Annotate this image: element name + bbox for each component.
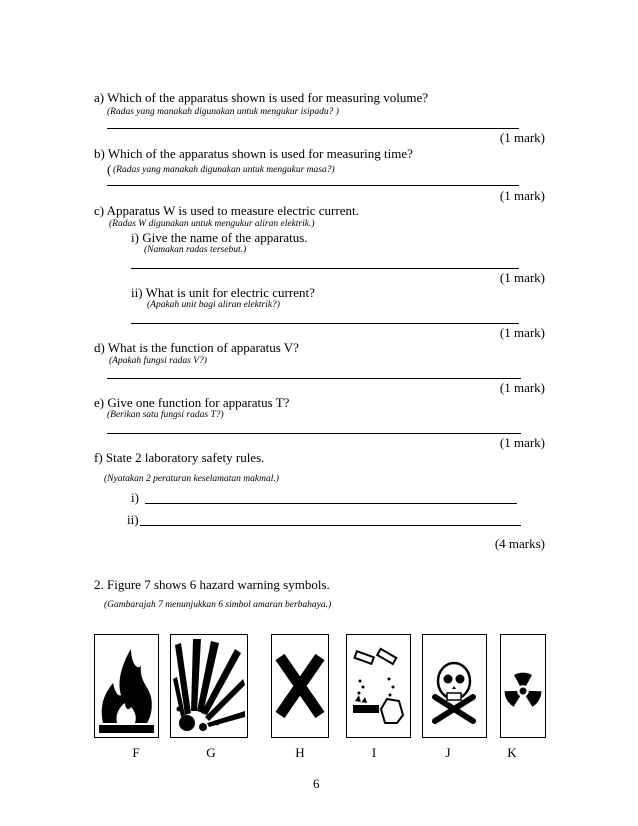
question-c-i-translation: (Namakan radas tersebut.)	[144, 245, 247, 255]
mark-c-ii: (1 mark)	[499, 325, 545, 340]
symbol-label-i: I	[371, 745, 377, 760]
answer-line-e[interactable]	[107, 433, 521, 434]
radioactive-icon	[501, 635, 545, 737]
symbol-label-h: H	[295, 745, 305, 760]
toxic-icon	[423, 635, 486, 737]
question-c-translation: (Radas W digunakan untuk mengukur aliran elektrik.)	[109, 219, 315, 229]
symbol-i	[346, 634, 411, 738]
mark-a: (1 mark)	[499, 130, 545, 145]
question-e: e) Give one function for apparatus T?	[94, 395, 290, 410]
answer-line-f-ii[interactable]	[140, 525, 521, 526]
question-b-translation: (Radas yang manakah digunakan untuk mengukur masa?)	[113, 165, 335, 175]
symbol-h	[271, 634, 329, 738]
symbol-k	[500, 634, 546, 738]
question-f: f) State 2 laboratory safety rules.	[94, 450, 265, 465]
question-f-i-label: i)	[131, 490, 139, 505]
symbol-j	[422, 634, 487, 738]
symbol-g	[170, 634, 248, 738]
question-b-paren: (	[107, 162, 112, 177]
explosive-icon	[171, 635, 247, 737]
mark-d: (1 mark)	[499, 380, 545, 395]
question-e-translation: (Berikan satu fungsi radas T?)	[107, 410, 224, 420]
question-2-translation: (Gambarajah 7 menunjukkan 6 simbol amaran berbahaya.)	[104, 600, 332, 610]
question-a-translation: (Radas yang manakah digunakan untuk mengukur isipadu? )	[107, 107, 339, 117]
symbol-label-k: K	[507, 745, 517, 760]
answer-line-f-i[interactable]	[145, 503, 517, 504]
harmful-icon	[272, 635, 328, 737]
question-d: d) What is the function of apparatus V?	[94, 340, 299, 355]
answer-line-a[interactable]	[107, 128, 519, 129]
answer-line-c-ii[interactable]	[131, 323, 519, 324]
mark-b: (1 mark)	[499, 188, 545, 203]
symbol-label-f: F	[132, 745, 140, 760]
symbol-f	[94, 634, 159, 738]
question-c: c) Apparatus W is used to measure electric current.	[94, 203, 359, 218]
answer-line-b[interactable]	[107, 185, 519, 186]
question-b: b) Which of the apparatus shown is used for measuring time?	[94, 146, 413, 161]
mark-e: (1 mark)	[499, 435, 545, 450]
symbol-label-g: G	[206, 745, 216, 760]
question-f-translation: (Nyatakan 2 peraturan keselamatan makmal.)	[104, 474, 279, 484]
question-f-ii-label: ii)	[127, 512, 139, 527]
answer-line-d[interactable]	[107, 378, 521, 379]
question-c-ii-translation: (Apakah unit bagi aliran elektrik?)	[147, 300, 280, 310]
question-2: 2. Figure 7 shows 6 hazard warning symbols.	[94, 577, 330, 592]
mark-c-i: (1 mark)	[499, 270, 545, 285]
answer-line-c-i[interactable]	[131, 268, 519, 269]
page-number: 6	[313, 776, 320, 791]
question-d-translation: (Apakah fungsi radas V?)	[109, 356, 207, 366]
symbol-label-j: J	[445, 745, 451, 760]
flammable-icon	[95, 635, 158, 737]
mark-f: (4 marks)	[494, 536, 545, 551]
corrosive-icon	[347, 635, 410, 737]
question-a: a) Which of the apparatus shown is used for measuring volume?	[94, 90, 429, 105]
question-c-i: i) Give the name of the apparatus.	[131, 230, 308, 245]
question-c-ii: ii) What is unit for electric current?	[131, 285, 315, 300]
